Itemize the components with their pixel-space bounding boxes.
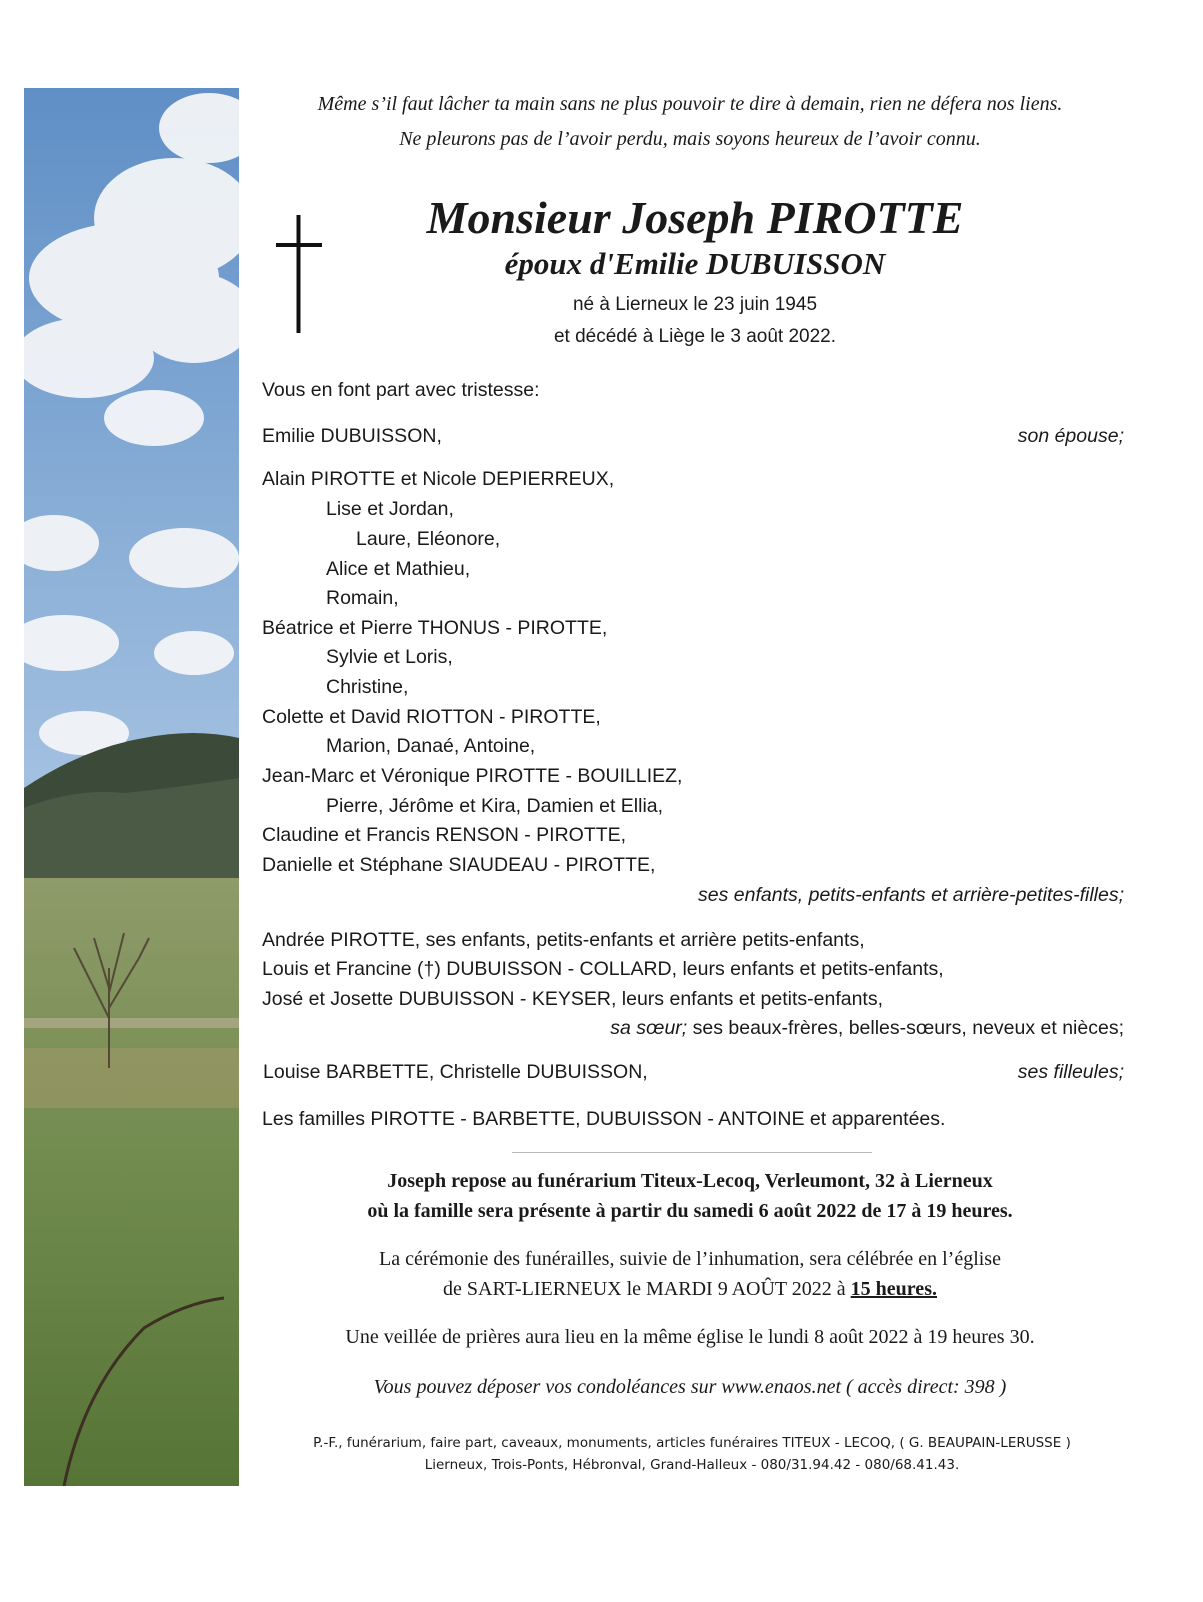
children-line: Christine, bbox=[326, 676, 409, 698]
sibling-line: Louis et Francine (†) DUBUISSON - COLLARD, leurs enfants et petits-enfants, bbox=[262, 958, 944, 980]
children-line: Colette et David RIOTTON - PIROTTE, bbox=[262, 706, 601, 728]
ceremony-time: 15 heures. bbox=[850, 1278, 937, 1300]
birth-date: né à Lierneux le 23 juin 1945 bbox=[572, 294, 818, 315]
deceased-name: Monsieur Joseph PIROTTE bbox=[426, 192, 964, 243]
children-line: Claudine et Francis RENSON - PIROTTE, bbox=[262, 824, 627, 846]
children-line: Romain, bbox=[326, 587, 399, 609]
families-line: Les familles PIROTTE - BARBETTE, DUBUISSON - ANTOINE et apparentées. bbox=[262, 1108, 946, 1130]
footer-line-2: Lierneux, Trois-Ponts, Hébronval, Grand-Halleux - 080/31.94.42 - 080/68.41.43. bbox=[424, 1457, 960, 1473]
footer bbox=[262, 1432, 1122, 1476]
death-date: et décédé à Liège le 3 août 2022. bbox=[553, 326, 837, 347]
siblings-role bbox=[610, 1017, 1124, 1040]
children-line: Marion, Danaé, Antoine, bbox=[326, 735, 536, 757]
epigraph-line-1: Même s’il faut lâcher ta main sans ne plus pouvoir te dire à demain, rien ne défera nos liens. bbox=[317, 93, 1063, 115]
spouse-role: son épouse; bbox=[1017, 425, 1124, 447]
ceremony-line-1: La cérémonie des funérailles, suivie de l’inhumation, sera célébrée en l’église bbox=[379, 1248, 1001, 1270]
godchildren-role: ses filleules; bbox=[1017, 1061, 1124, 1083]
children-role: ses enfants, petits-enfants et arrière-petites-filles; bbox=[698, 884, 1124, 906]
children-line: Pierre, Jérôme et Kira, Damien et Ellia, bbox=[326, 795, 664, 817]
separator bbox=[512, 1152, 872, 1153]
condolences-text: Vous pouvez déposer vos condoléances sur www.enaos.net ( accès direct: 398 ) bbox=[373, 1376, 1007, 1398]
children-line: Alain PIROTTE et Nicole DEPIERREUX, bbox=[262, 468, 615, 490]
deceased-spouse: époux d'Emilie DUBUISSON bbox=[504, 246, 886, 281]
rest-line-1: Joseph repose au funérarium Titeux-Lecoq, Verleumont, 32 à Lierneux bbox=[387, 1170, 993, 1192]
landscape-photo bbox=[24, 88, 239, 1486]
sibling-line: Andrée PIROTTE, ses enfants, petits-enfants et arrière petits-enfants, bbox=[262, 929, 865, 951]
siblings-role-rest: ses beaux-frères, belles-sœurs, neveux et nièces; bbox=[687, 1017, 1124, 1039]
children-line: Béatrice et Pierre THONUS - PIROTTE, bbox=[262, 617, 608, 639]
ceremony-line-2 bbox=[270, 1274, 1110, 1305]
children-line: Jean-Marc et Véronique PIROTTE - BOUILLIEZ, bbox=[262, 765, 683, 787]
epigraph-line-2: Ne pleurons pas de l’avoir perdu, mais soyons heureux de l’avoir connu. bbox=[399, 128, 981, 150]
footer-line-1: P.-F., funérarium, faire part, caveaux, monuments, articles funéraires TITEUX - LECOQ, ( G. BEAUPAIN-LERUSSE ) bbox=[313, 1435, 1071, 1451]
intro-text: Vous en font part avec tristesse: bbox=[262, 379, 540, 401]
children-line: Danielle et Stéphane SIAUDEAU - PIROTTE, bbox=[262, 854, 656, 876]
children-line: Sylvie et Loris, bbox=[326, 646, 453, 668]
rest-line-2: où la famille sera présente à partir du samedi 6 août 2022 de 17 à 19 heures. bbox=[367, 1200, 1013, 1222]
sibling-line: José et Josette DUBUISSON - KEYSER, leurs enfants et petits-enfants, bbox=[262, 988, 884, 1010]
children-line: Alice et Mathieu, bbox=[326, 558, 471, 580]
children-line: Laure, Eléonore, bbox=[356, 528, 501, 550]
spouse-line: Emilie DUBUISSON, bbox=[262, 425, 442, 447]
siblings-role-sister: sa sœur; bbox=[610, 1017, 688, 1039]
godchildren-line: Louise BARBETTE, Christelle DUBUISSON, bbox=[263, 1061, 648, 1083]
ceremony-place-date: de SART-LIERNEUX le MARDI 9 AOÛT 2022 à bbox=[443, 1278, 851, 1300]
children-line: Lise et Jordan, bbox=[326, 498, 454, 520]
vigil-text: Une veillée de prières aura lieu en la même église le lundi 8 août 2022 à 19 heures 30. bbox=[345, 1326, 1035, 1348]
